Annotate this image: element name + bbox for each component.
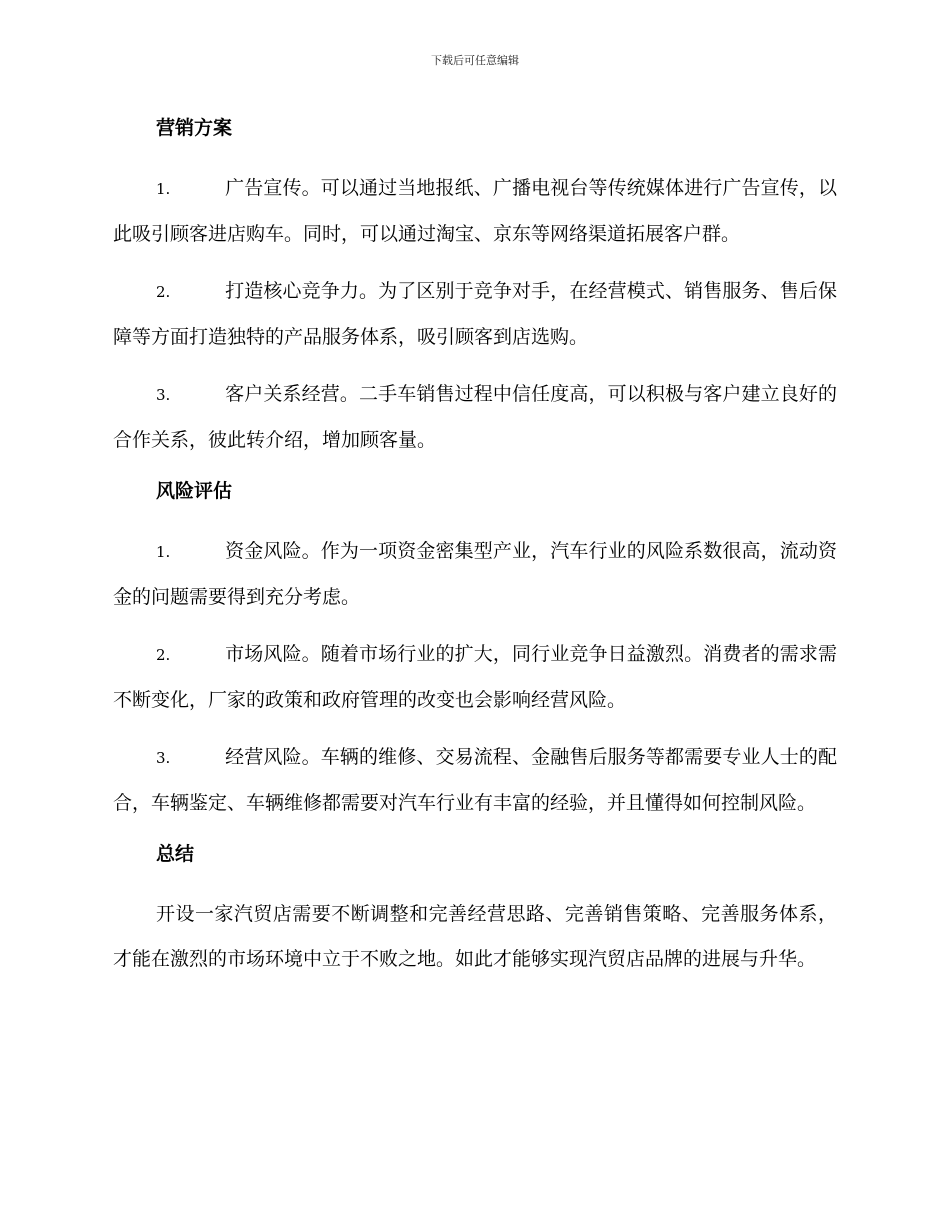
list-item-text: 打造核心竞争力。为了区别于竞争对手，在经营模式、销售服务、售后保障等方面打造独特的产品服务体系，吸引顾客到店选购。 xyxy=(113,280,837,348)
list-item xyxy=(113,529,837,620)
list-item xyxy=(113,632,837,723)
list-item-number: 2. xyxy=(156,646,171,664)
list-item xyxy=(113,269,837,360)
list-item-text: 客户关系经营。二手车销售过程中信任度高，可以积极与客户建立良好的合作关系，彼此转介绍，增加顾客量。 xyxy=(113,383,837,451)
list-item-text: 市场风险。随着市场行业的扩大，同行业竞争日益激烈。消费者的需求需不断变化，厂家的政策和政府管理的改变也会影响经营风险。 xyxy=(113,643,837,711)
document-body xyxy=(113,112,837,982)
section-heading-marketing: 营销方案 xyxy=(156,117,233,139)
list-item-number: 1. xyxy=(156,180,171,198)
list-item-text: 经营风险。车辆的维修、交易流程、金融售后服务等都需要专业人士的配合，车辆鉴定、车辆维修都需要对汽车行业有丰富的经验，并且懂得如何控制风险。 xyxy=(113,746,837,814)
section-heading-summary: 总结 xyxy=(156,843,195,865)
list-item-number: 2. xyxy=(156,283,171,301)
page-header: 下载后可任意编辑 xyxy=(431,54,519,67)
list-item-number: 3. xyxy=(156,749,171,767)
summary-paragraph: 开设一家汽贸店需要不断调整和完善经营思路、完善销售策略、完善服务体系，才能在激烈的市场环境中立于不败之地。如此才能够实现汽贸店品牌的进展与升华。 xyxy=(113,903,837,970)
list-item-text: 广告宣传。可以通过当地报纸、广播电视台等传统媒体进行广告宣传，以此吸引顾客进店购车。同时，可以通过淘宝、京东等网络渠道拓展客户群。 xyxy=(113,177,837,245)
section-heading-risk: 风险评估 xyxy=(156,480,233,502)
list-item-number: 1. xyxy=(156,543,171,561)
list-item xyxy=(113,166,837,257)
list-item xyxy=(113,372,837,463)
list-item-number: 3. xyxy=(156,386,171,404)
list-item-text: 资金风险。作为一项资金密集型产业，汽车行业的风险系数很高，流动资金的问题需要得到充分考虑。 xyxy=(113,540,837,608)
list-item xyxy=(113,735,837,826)
